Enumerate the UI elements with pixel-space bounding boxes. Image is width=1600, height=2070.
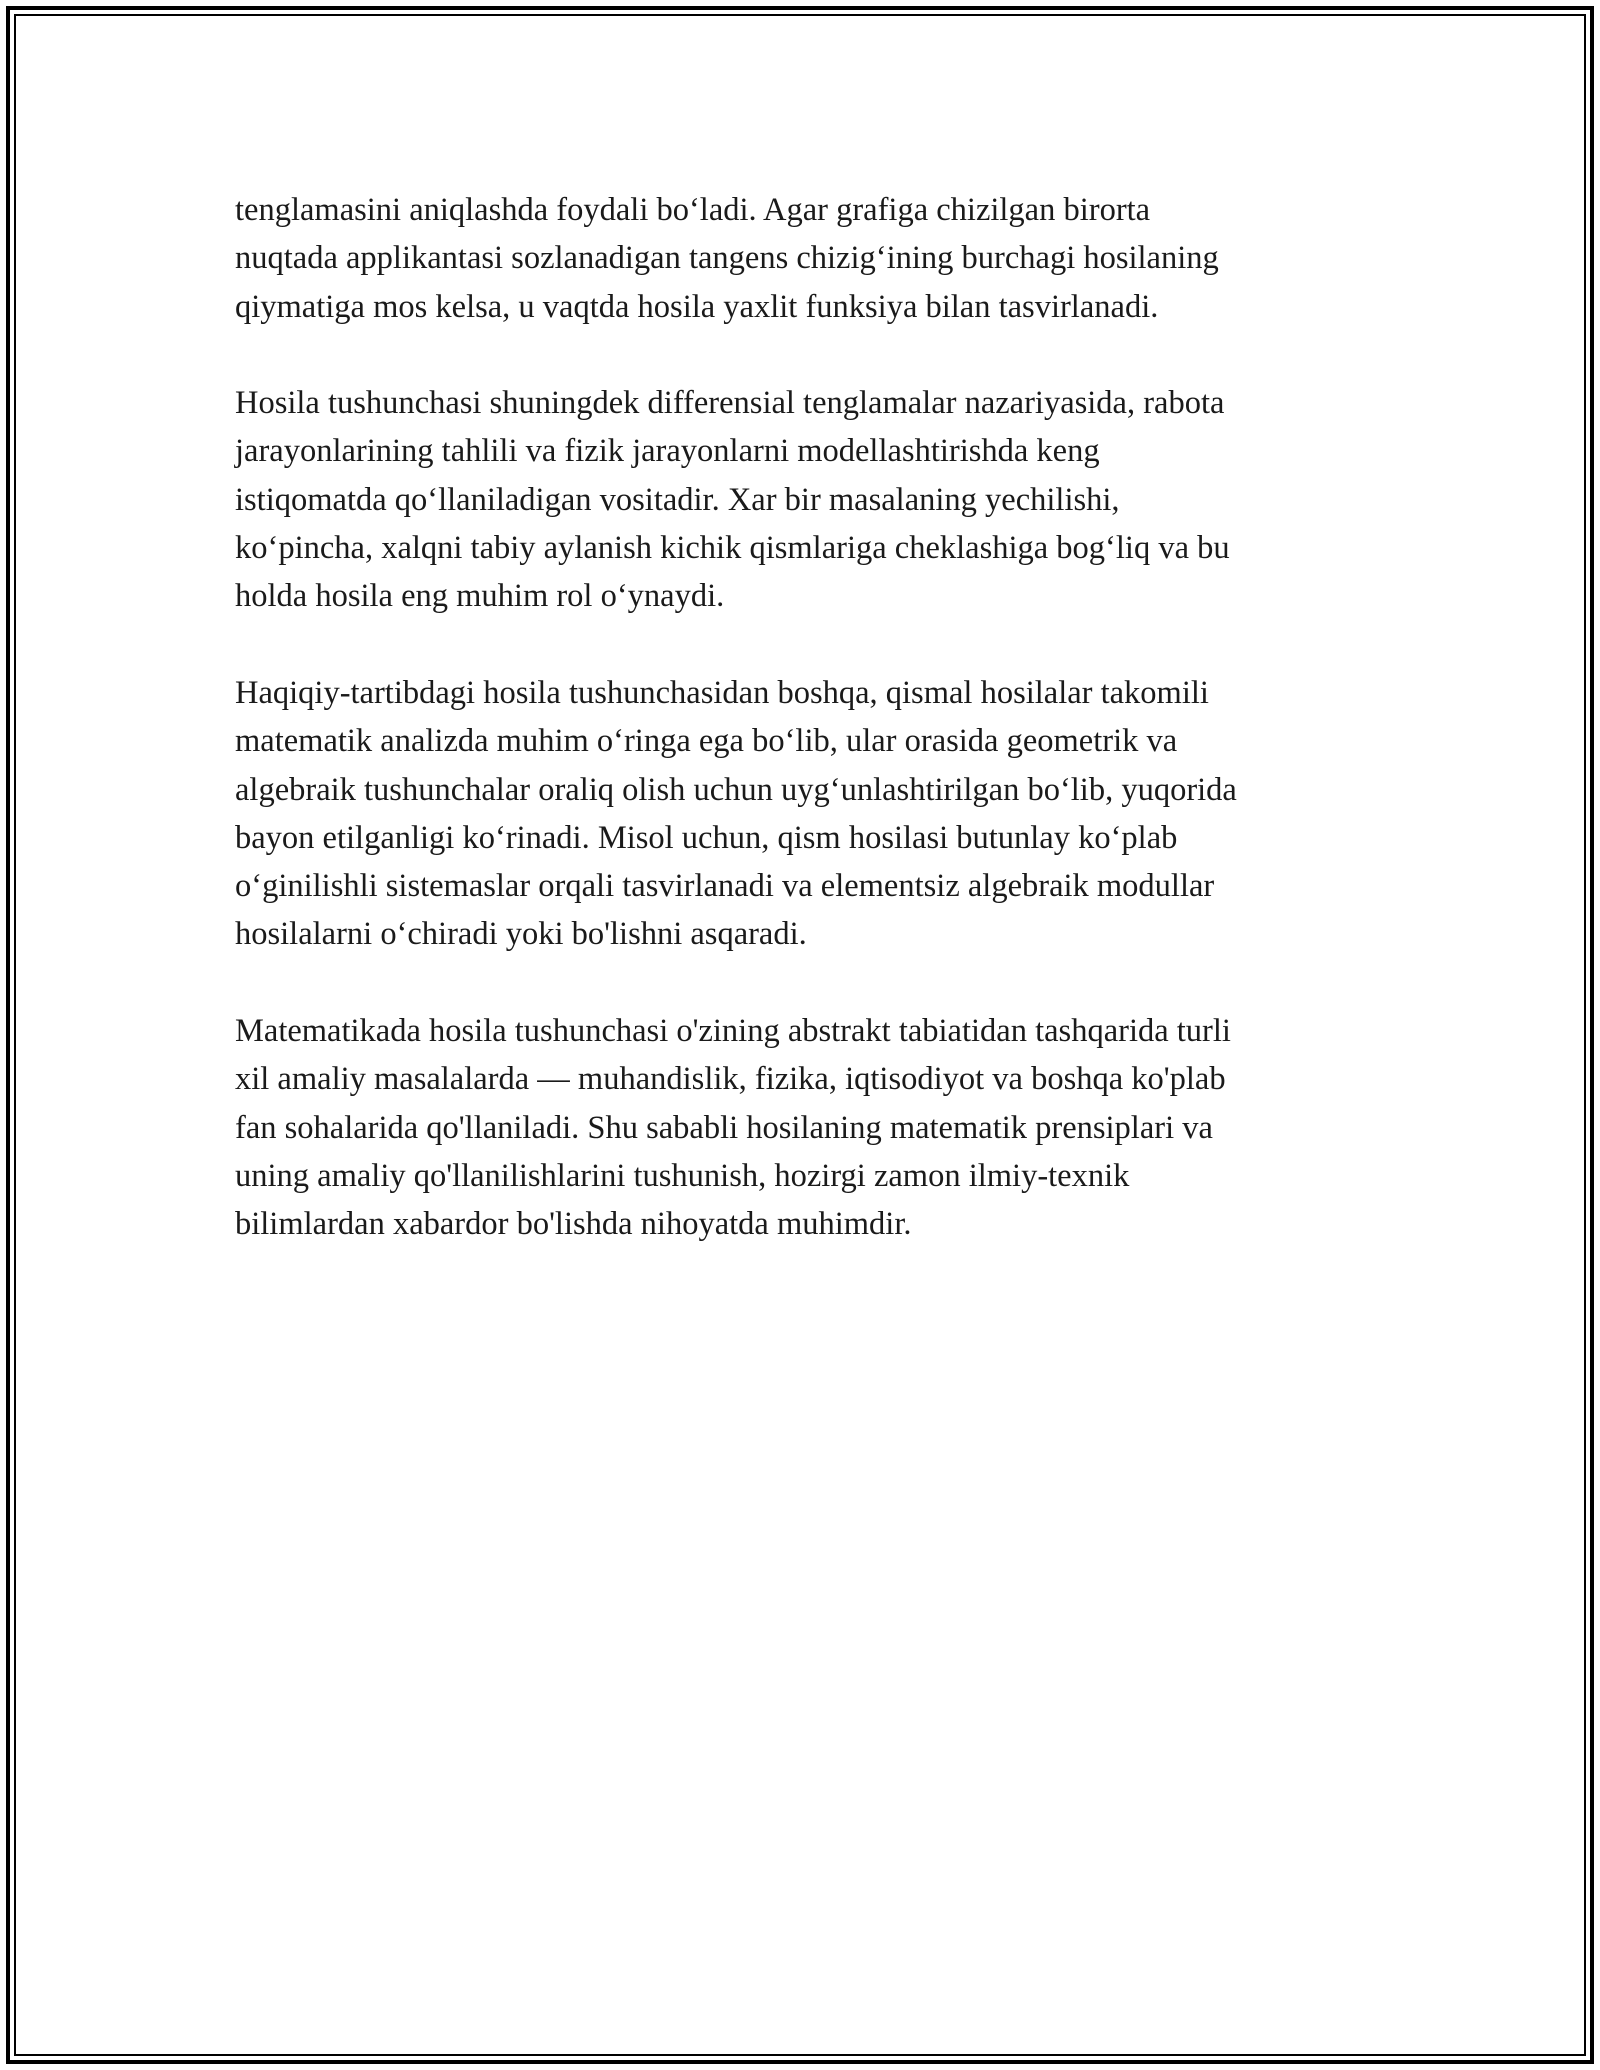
text-line: istiqomatda qo‘llaniladigan vositadir. Xar bir masalaning yechilishi, xyxy=(235,481,1120,518)
text-line: Haqiqiy-tartibdagi hosila tushunchasidan boshqa, qismal hosilalar takomili xyxy=(235,674,1209,711)
text-line: qiymatiga mos kelsa, u vaqtda hosila yaxlit funksiya bilan tasvirlanadi. xyxy=(235,288,1159,325)
text-line: o‘ginilishli sistemaslar orqali tasvirlanadi va elementsiz algebraik modullar xyxy=(235,868,1215,905)
text-line: matematik analizda muhim o‘ringa ega bo‘lib, ular orasida geometrik va xyxy=(235,723,1178,760)
text-line: fan sohalarida qo'llaniladi. Shu sababli hosilaning matematik prensiplari va xyxy=(235,1109,1213,1146)
text-line: holda hosila eng muhim rol o‘ynaydi. xyxy=(235,578,725,615)
text-line: Matematikada hosila tushunchasi o'zining abstrakt tabiatidan tashqarida turli xyxy=(235,1013,1231,1050)
paragraph-1 xyxy=(235,186,1375,331)
text-line: xil amaliy masalalarda — muhandislik, fizika, iqtisodiyot va boshqa ko'plab xyxy=(235,1061,1226,1098)
paragraph-4 xyxy=(235,1007,1375,1248)
text-line: tenglamasini aniqlashda foydali bo‘ladi. Agar grafiga chizilgan birorta xyxy=(235,192,1151,228)
text-line: bilimlardan xabardor bo'lishda nihoyatda muhimdir. xyxy=(235,1206,912,1243)
text-line: nuqtada applikantasi sozlanadigan tangens chizig‘ining burchagi hosilaning xyxy=(235,240,1219,277)
text-line: uning amaliy qo'llanilishlarini tushunish, hozirgi zamon ilmiy-texnik xyxy=(235,1157,1130,1194)
text-line: ko‘pincha, xalqni tabiy aylanish kichik qismlariga cheklashiga bog‘liq va bu xyxy=(235,530,1230,567)
text-line: Hosila tushunchasi shuningdek differensial tenglamalar nazariyasida, rabota xyxy=(235,385,1225,422)
text-line: jarayonlarining tahlili va fizik jarayonlarni modellashtirishda keng xyxy=(235,433,1100,470)
document-body xyxy=(235,186,1375,1297)
text-line: algebraik tushunchalar oraliq olish uchun uyg‘unlashtirilgan bo‘lib, yuqorida xyxy=(235,771,1237,808)
text-line: hosilalarni o‘chiradi yoki bo'lishni asqaradi. xyxy=(235,916,807,953)
paragraph-3 xyxy=(235,669,1375,959)
text-line: bayon etilganligi ko‘rinadi. Misol uchun, qism hosilasi butunlay ko‘plab xyxy=(235,819,1178,856)
paragraph-2 xyxy=(235,379,1375,620)
